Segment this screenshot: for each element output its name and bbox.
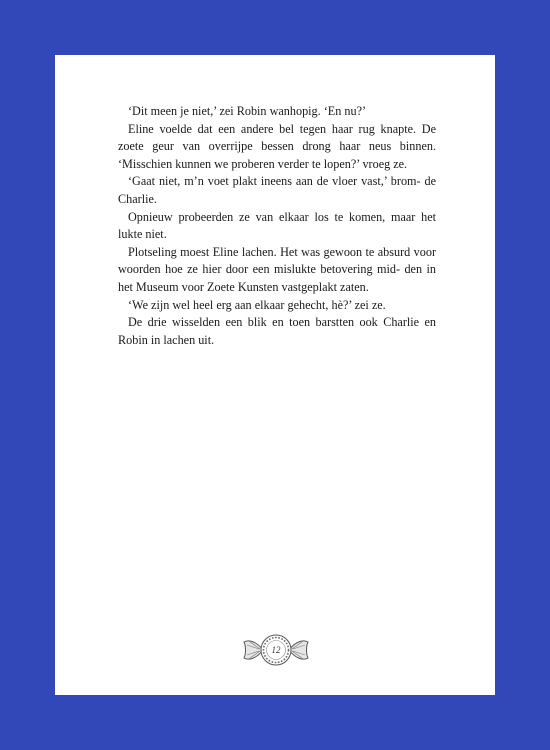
paragraph-2: Eline voelde dat een andere bel tegen haar rug knapte. De zoete geur van overrijpe bessen drong haar neus binnen. ‘Misschien kunnen we proberen verder te lopen?’ vroeg ze. (118, 121, 436, 171)
paragraph-6: ‘We zijn wel heel erg aan elkaar gehecht, hè?’ zei ze. (128, 297, 386, 312)
paragraph-3: ‘Gaat niet, m’n voet plakt ineens aan de vloer vast,’ brom- de Charlie. (118, 174, 436, 206)
page-number-badge (241, 629, 311, 671)
paragraph-4: Opnieuw probeerden ze van elkaar los te komen, maar het lukte niet. (118, 209, 436, 242)
book-page (55, 55, 495, 695)
page-number: 12 (271, 645, 281, 655)
paragraph-5: Plotseling moest Eline lachen. Het was gewoon te absurd voor woorden hoe ze hier door een mislukte betovering mid- den in het Museum voor Zoete Kunsten vastgeplakt zaten. (118, 244, 436, 294)
paragraph-7: De drie wisselden een blik en toen barstten ook Charlie en Robin in lachen uit. (118, 315, 436, 347)
body-text (118, 103, 436, 349)
paragraph-1: ‘Dit meen je niet,’ zei Robin wanhopig. ‘En nu?’ (128, 104, 367, 118)
